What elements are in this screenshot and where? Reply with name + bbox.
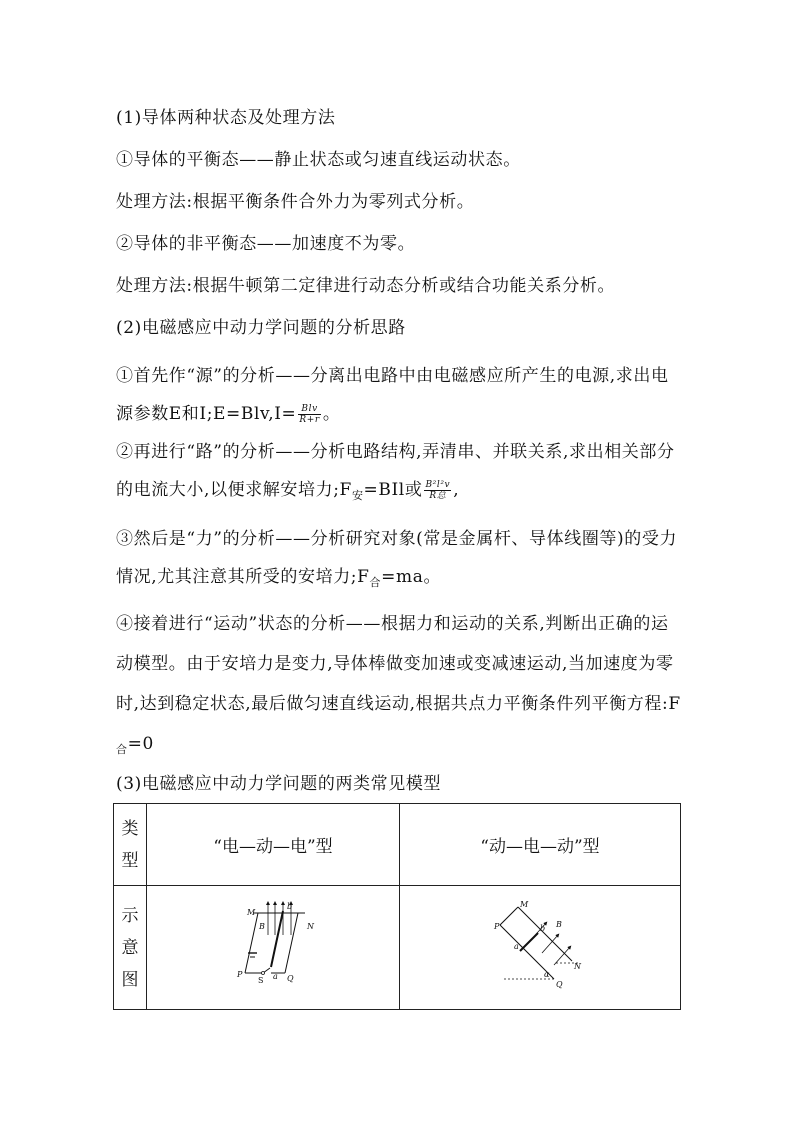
label-Q: Q — [287, 974, 294, 983]
rail-left — [245, 913, 258, 973]
net-force-subscript: 合 — [116, 743, 128, 756]
step2-formula: =BIl或 — [363, 480, 423, 500]
motion-electric-motion-diagram — [490, 895, 590, 995]
model-table — [113, 803, 681, 1010]
step2-end: , — [453, 480, 460, 500]
fraction-numerator: Blv — [298, 404, 320, 415]
label-Q: Q — [556, 980, 563, 989]
nonbalance-state-item: ②导体的非平衡态——加速度不为零。 — [116, 234, 416, 254]
balance-method: 处理方法:根据平衡条件合外力为零列式分析。 — [116, 192, 475, 212]
conductor-rod — [520, 933, 538, 951]
step1-end: 。 — [322, 404, 341, 424]
step1-text: ①首先作“源”的分析——分离出电路中由电磁感应所产生的电源,求出电源参数E和I;E=Blv,I= — [116, 366, 669, 424]
fraction-denominator: R总 — [429, 491, 447, 501]
label-B: B — [556, 920, 562, 929]
label-M: M — [247, 908, 256, 917]
label-B: B — [259, 922, 265, 931]
step3-end: =ma。 — [381, 567, 442, 587]
model1-diagram-cell — [147, 886, 400, 1010]
rail-right — [285, 913, 298, 973]
rail-top-short — [500, 907, 518, 925]
step3-force-analysis — [116, 520, 686, 602]
label-a: a — [514, 942, 519, 951]
type-label-cell — [114, 804, 147, 886]
diagram-char: 图 — [121, 969, 139, 990]
model2-title: “动—电—动”型 — [400, 804, 681, 886]
diagram-char: 示 — [121, 905, 139, 926]
fraction-numerator: B²l²v — [425, 480, 451, 490]
label-P: P — [494, 922, 500, 931]
label-N: N — [307, 922, 314, 931]
step3-text: ③然后是“力”的分析——分析研究对象(常是金属杆、导体线圈等)的受力情况,尤其注意其所受的安培力;F — [116, 529, 678, 587]
model1-title: “电—动—电”型 — [147, 804, 400, 886]
label-S: S — [258, 976, 264, 985]
diagram-label-cell — [114, 886, 147, 1010]
balance-state-item: ①导体的平衡态——静止状态或匀速直线运动状态。 — [116, 150, 521, 170]
step4-end: =0 — [127, 734, 154, 754]
table-diagram-row — [114, 886, 681, 1010]
force-fraction — [424, 480, 451, 501]
section1-heading: (1)导体两种状态及处理方法 — [116, 108, 336, 128]
type-char: 类 — [121, 818, 139, 839]
section2-heading: (2)电磁感应中动力学问题的分析思路 — [116, 318, 406, 338]
fraction-denominator: R+r — [299, 415, 320, 425]
step2-text: ②再进行“路”的分析——分析电路结构,弄清串、并联关系,求出相关部分的电流大小,以便求解安培力;F — [116, 442, 675, 500]
diagram-char: 意 — [121, 937, 139, 958]
label-b: b — [540, 924, 546, 933]
step2-circuit-analysis — [116, 433, 686, 515]
type-char: 型 — [121, 850, 139, 871]
electric-motion-electric-diagram — [223, 895, 323, 995]
label-N: N — [574, 962, 581, 971]
ampere-subscript: 安 — [351, 489, 364, 502]
label-a: a — [273, 972, 278, 981]
net-force-subscript: 合 — [369, 576, 382, 589]
step1-source-analysis — [116, 357, 686, 433]
step4-motion-analysis — [116, 604, 686, 770]
label-P: P — [237, 970, 243, 979]
switch-pivot — [262, 972, 265, 975]
nonbalance-method: 处理方法:根据牛顿第二定律进行动态分析或结合功能关系分析。 — [116, 276, 616, 296]
model2-diagram-cell — [400, 886, 681, 1010]
current-fraction — [298, 404, 320, 425]
rail-upper — [518, 907, 572, 961]
table-header-row — [114, 804, 681, 886]
label-alpha: α — [544, 970, 550, 979]
section3-heading: (3)电磁感应中动力学问题的两类常见模型 — [116, 774, 442, 794]
label-b: b — [287, 902, 293, 911]
label-M: M — [520, 900, 529, 909]
conductor-rod — [271, 911, 283, 967]
step4-text: ④接着进行“运动”状态的分析——根据力和运动的关系,判断出正确的运动模型。由于安培力是变力,导体棒做变加速或变减速运动,当加速度为零时,达到稳定状态,最后做匀速直线运动,根据共点力平衡条件列平衡方程:F — [116, 614, 681, 714]
